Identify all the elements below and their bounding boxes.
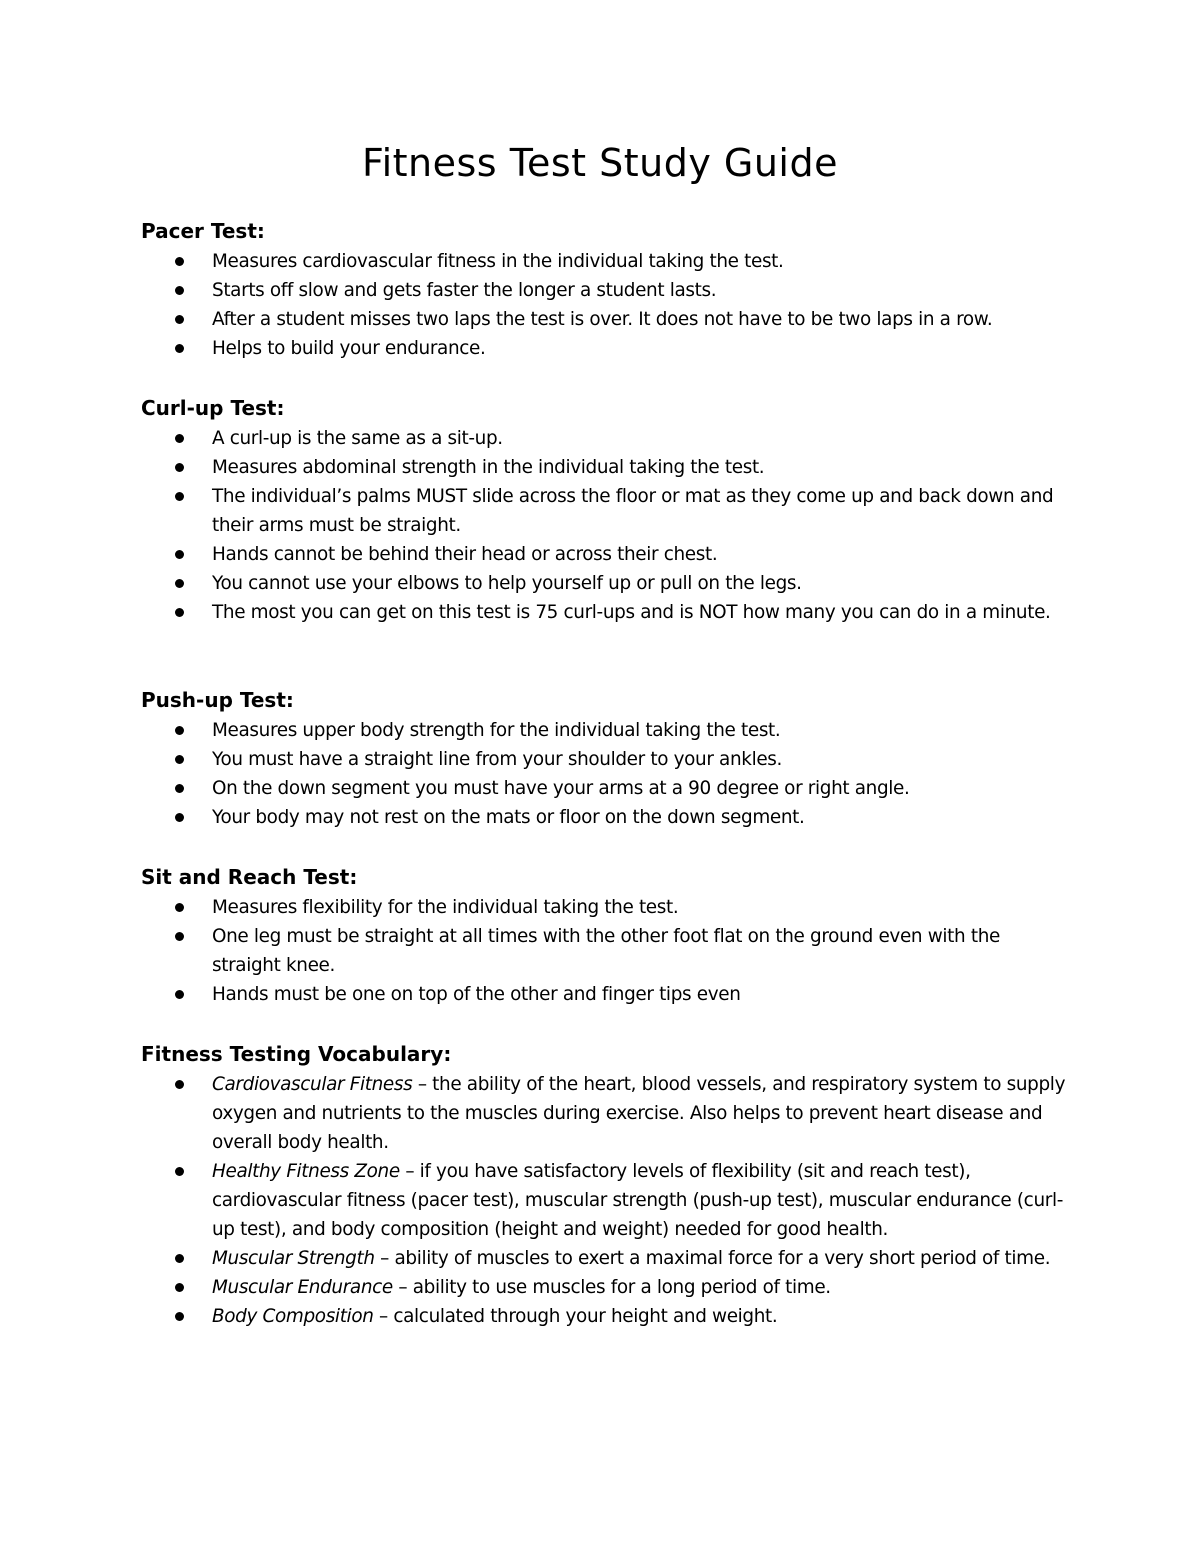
section-heading: Sit and Reach Test: xyxy=(141,865,358,889)
bullet-icon xyxy=(175,990,184,999)
list-item xyxy=(141,893,1071,922)
vocab-item xyxy=(141,1157,1071,1244)
list-item-text: Helps to build your endurance. xyxy=(212,338,486,359)
vocab-definition: – if you have satisfactory levels of flexibility (sit and reach test), cardiovascular fitness (pacer test), muscular strength (push-up test), muscular endurance (curl-up test), and body composition (height and weight) needed for good health. xyxy=(212,1161,1064,1240)
section-heading: Pacer Test: xyxy=(141,219,265,243)
bullet-icon xyxy=(175,755,184,764)
list-item xyxy=(141,540,1071,569)
bullet-list xyxy=(141,424,1071,627)
list-item-text: Hands must be one on top of the other and finger tips even xyxy=(212,984,741,1005)
bullet-icon xyxy=(175,1080,184,1089)
section-sit-and-reach-test xyxy=(141,864,1071,1009)
list-item xyxy=(141,774,1071,803)
vocab-term: Muscular Strength xyxy=(212,1248,375,1269)
bullet-icon xyxy=(175,1312,184,1321)
list-item-text: The most you can get on this test is 75 curl-ups and is NOT how many you can do in a minute. xyxy=(212,602,1051,623)
list-item xyxy=(141,334,1071,363)
list-item-text: You must have a straight line from your shoulder to your ankles. xyxy=(212,749,783,770)
bullet-icon xyxy=(175,434,184,443)
list-item xyxy=(141,569,1071,598)
vocab-definition: – calculated through your height and weight. xyxy=(373,1306,778,1327)
list-item-text: Measures upper body strength for the individual taking the test. xyxy=(212,720,781,741)
vocab-term: Body Composition xyxy=(212,1306,374,1327)
bullet-icon xyxy=(175,492,184,501)
bullet-icon xyxy=(175,903,184,912)
list-item xyxy=(141,482,1071,540)
vocab-item xyxy=(141,1070,1071,1157)
list-item xyxy=(141,276,1071,305)
section-curl-up-test xyxy=(141,395,1071,627)
bullet-list xyxy=(141,1070,1071,1331)
vocab-definition: – the ability of the heart, blood vessels, and respiratory system to supply oxygen and nutrients to the muscles during exercise. Also helps to prevent heart disease and overall body health. xyxy=(212,1074,1066,1153)
list-item xyxy=(141,922,1071,980)
list-item xyxy=(141,716,1071,745)
bullet-list xyxy=(141,247,1071,363)
list-item-text: On the down segment you must have your arms at a 90 degree or right angle. xyxy=(212,778,910,799)
bullet-icon xyxy=(175,463,184,472)
bullet-icon xyxy=(175,286,184,295)
vocab-item xyxy=(141,1244,1071,1273)
list-item-text: After a student misses two laps the test is over. It does not have to be two laps in a row. xyxy=(212,309,993,330)
page-title: Fitness Test Study Guide xyxy=(362,141,838,185)
bullet-icon xyxy=(175,726,184,735)
bullet-icon xyxy=(175,813,184,822)
vocab-term: Healthy Fitness Zone xyxy=(212,1161,400,1182)
section-push-up-test xyxy=(141,687,1071,832)
list-item xyxy=(141,424,1071,453)
section-fitness-vocabulary xyxy=(141,1041,1071,1331)
bullet-icon xyxy=(175,550,184,559)
section-heading: Push-up Test: xyxy=(141,688,294,712)
bullet-list xyxy=(141,716,1071,832)
list-item-text: Measures flexibility for the individual taking the test. xyxy=(212,897,679,918)
bullet-icon xyxy=(175,784,184,793)
bullet-icon xyxy=(175,1254,184,1263)
bullet-icon xyxy=(175,1283,184,1292)
vocab-term: Muscular Endurance xyxy=(212,1277,393,1298)
section-heading: Fitness Testing Vocabulary: xyxy=(141,1042,452,1066)
list-item-text: Measures cardiovascular fitness in the individual taking the test. xyxy=(212,251,784,272)
vocab-item xyxy=(141,1302,1071,1331)
list-item-text: Hands cannot be behind their head or across their chest. xyxy=(212,544,718,565)
bullet-list xyxy=(141,893,1071,1009)
vocab-term: Cardiovascular Fitness xyxy=(212,1074,413,1095)
list-item xyxy=(141,745,1071,774)
bullet-icon xyxy=(175,608,184,617)
list-item-text: Measures abdominal strength in the individual taking the test. xyxy=(212,457,765,478)
list-item xyxy=(141,980,1071,1009)
list-item xyxy=(141,453,1071,482)
list-item xyxy=(141,598,1071,627)
bullet-icon xyxy=(175,579,184,588)
list-item-text: One leg must be straight at all times with the other foot flat on the ground even with the straight knee. xyxy=(212,926,1000,976)
bullet-icon xyxy=(175,315,184,324)
list-item-text: Starts off slow and gets faster the longer a student lasts. xyxy=(212,280,717,301)
vocab-definition: – ability to use muscles for a long period of time. xyxy=(392,1277,831,1298)
list-item-text: The individual’s palms MUST slide across the floor or mat as they come up and back down and their arms must be straight. xyxy=(212,486,1054,536)
list-item-text: You cannot use your elbows to help yourself up or pull on the legs. xyxy=(212,573,802,594)
section-heading: Curl-up Test: xyxy=(141,396,285,420)
list-item-text: A curl-up is the same as a sit-up. xyxy=(212,428,503,449)
list-item xyxy=(141,803,1071,832)
section-pacer-test xyxy=(141,218,1071,363)
bullet-icon xyxy=(175,257,184,266)
list-item xyxy=(141,305,1071,334)
list-item xyxy=(141,247,1071,276)
list-item-text: Your body may not rest on the mats or floor on the down segment. xyxy=(212,807,805,828)
bullet-icon xyxy=(175,1167,184,1176)
vocab-definition: – ability of muscles to exert a maximal force for a very short period of time. xyxy=(374,1248,1051,1269)
bullet-icon xyxy=(175,932,184,941)
vocab-item xyxy=(141,1273,1071,1302)
bullet-icon xyxy=(175,344,184,353)
